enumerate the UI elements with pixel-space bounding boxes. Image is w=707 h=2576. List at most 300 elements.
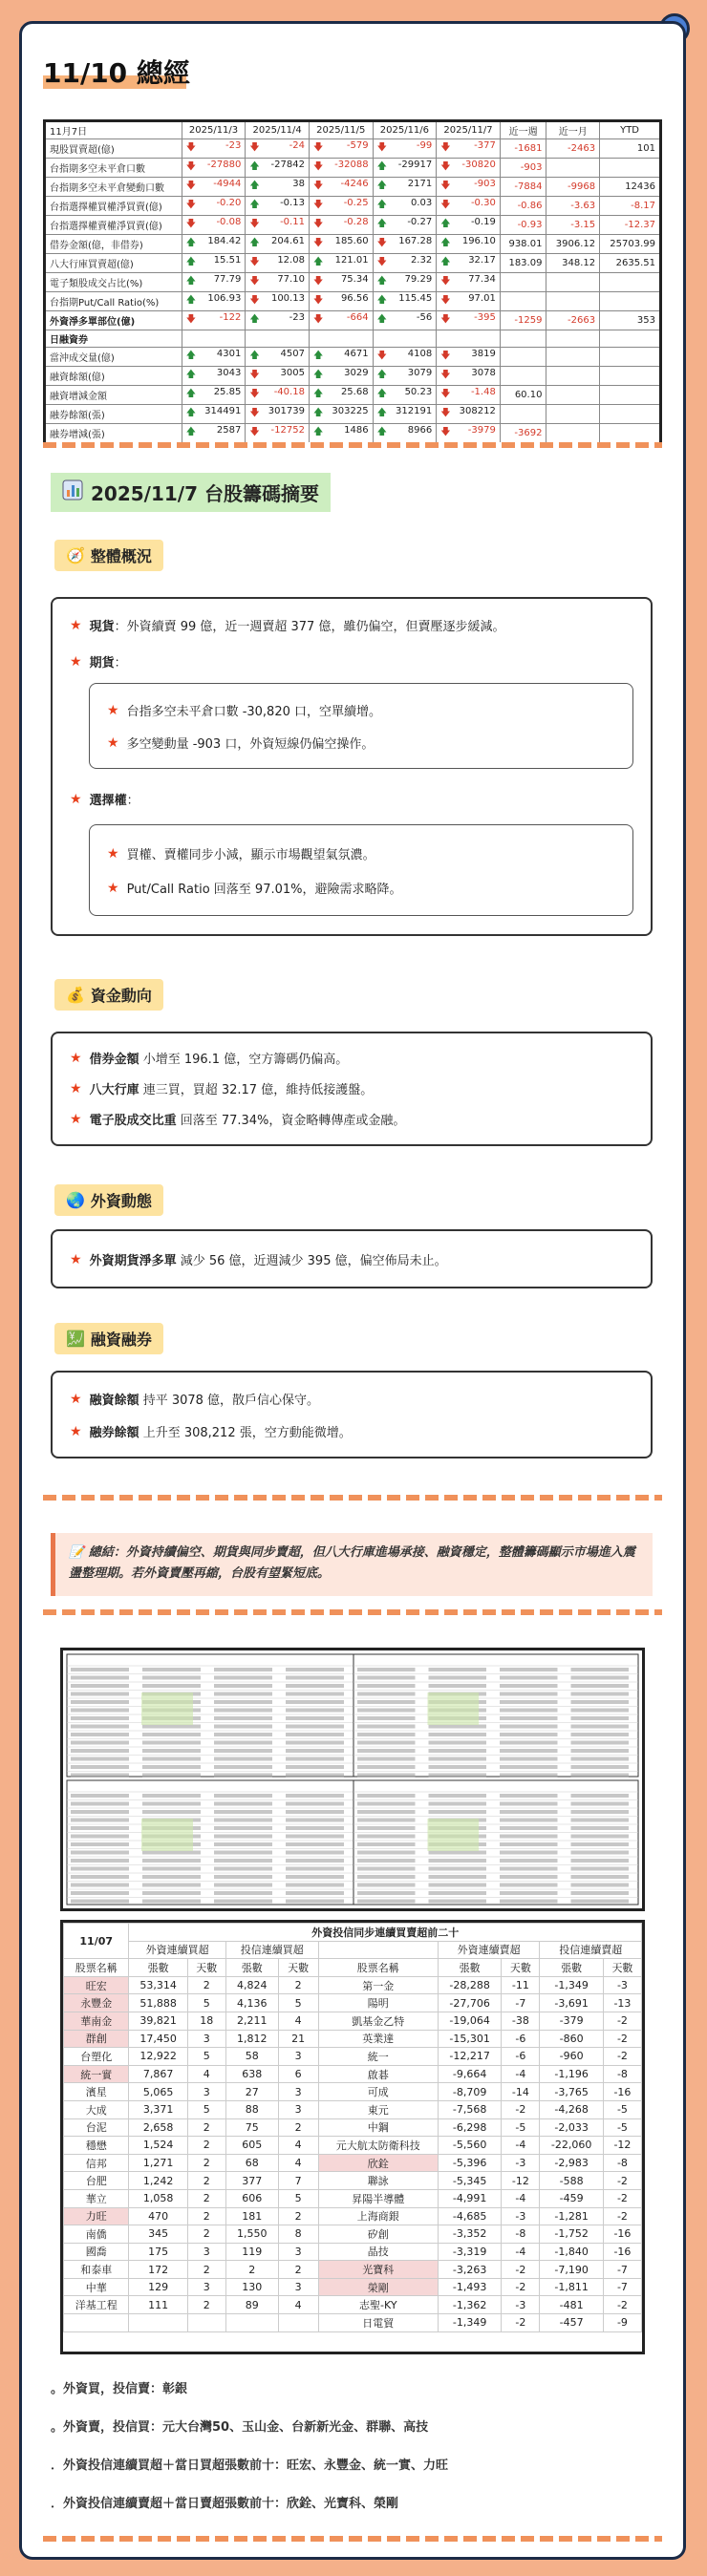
table-row (64, 2083, 642, 2101)
table-row (64, 2261, 642, 2279)
macro-cell: 🡇 77.34 (437, 273, 501, 292)
arrow-up-icon: 🡅 (376, 427, 387, 437)
macro-cell: -8.17 (600, 197, 661, 216)
rank-cell: -8 (502, 2225, 540, 2244)
macro-cell (500, 405, 546, 424)
arrow-down-icon: 🡇 (440, 181, 451, 191)
table-row (64, 2048, 642, 2066)
rank-cell: -3 (603, 1976, 641, 1994)
arrow-down-icon: 🡇 (185, 181, 196, 191)
macro-cell (600, 386, 661, 405)
rank-cell: -19,064 (438, 2012, 501, 2030)
macro-cell: 🡇 75.34 (309, 273, 373, 292)
star-icon: ★ (70, 653, 82, 670)
rank-cell: -16 (603, 2243, 641, 2261)
arrow-down-icon: 🡇 (312, 181, 324, 191)
macro-cell: 🡅 314491 (182, 405, 246, 424)
rank-cell: 4 (278, 2137, 318, 2155)
macro-cell: 3906.12 (546, 235, 600, 254)
arrow-up-icon: 🡅 (185, 427, 196, 437)
macro-cell: 🡇 -0.30 (437, 197, 501, 216)
rank-cell: -6 (502, 2030, 540, 2048)
macro-row-label: 融券餘額(張) (45, 405, 182, 424)
tag-flow: 💰 資金動向 (54, 979, 163, 1011)
macro-cell: 🡇 -30820 (437, 159, 501, 178)
rank-cell: -4,991 (438, 2189, 501, 2207)
arrow-down-icon: 🡇 (312, 314, 324, 325)
macro-cell (600, 424, 661, 444)
arrow-up-icon: 🡅 (185, 370, 196, 380)
rank-cell: 3,371 (129, 2100, 187, 2118)
arrow-up-icon: 🡅 (312, 351, 324, 361)
rank-cell: 7,867 (129, 2065, 187, 2083)
rank-cell: 4 (278, 2154, 318, 2172)
rank-cell: -4 (502, 2189, 540, 2207)
summary-title: 2025/11/7 台股籌碼摘要 (91, 482, 319, 505)
rank-cell: 2 (278, 1976, 318, 1994)
macro-cell (246, 330, 310, 348)
rank-cell: -1,349 (438, 2314, 501, 2332)
arrow-down-icon: 🡇 (249, 295, 260, 306)
compass-icon: 🧭 (66, 546, 85, 564)
macro-cell: 🡅 2587 (182, 424, 246, 444)
rank-cell: 1,242 (129, 2172, 187, 2190)
arrow-down-icon: 🡇 (376, 238, 387, 248)
rank-cell: 旺宏 (64, 1976, 129, 1994)
rank-cell: -16 (603, 2225, 641, 2244)
star-icon: ★ (70, 1111, 82, 1127)
macro-cell: 🡇 -12752 (246, 424, 310, 444)
broker-tables-image (60, 1648, 645, 1911)
arrow-down-icon: 🡇 (312, 161, 324, 172)
globe-icon: 🌏 (66, 1191, 85, 1209)
rank-subheader: 張數 (438, 1959, 501, 1977)
spot-line: ★ 現貨：外資續賣 99 億，近一週賣超 377 億，雖仍偏空，但賣壓逐步緩減。 (70, 617, 505, 634)
table-row (64, 2012, 642, 2030)
rank-cell: -5,396 (438, 2154, 501, 2172)
rank-cell: -1,811 (540, 2278, 603, 2296)
macro-cell: 🡇 -0.20 (182, 197, 246, 216)
macro-cell: 60.10 (500, 386, 546, 405)
macro-cell: 🡇 -3979 (437, 424, 501, 444)
macro-cell (373, 330, 437, 348)
macro-cell (546, 386, 600, 405)
macro-row-label: 借券金額(億，非借券) (45, 235, 182, 254)
macro-table (43, 119, 662, 445)
arrow-down-icon: 🡇 (249, 389, 260, 399)
table-row (64, 2189, 642, 2207)
rank-cell: 2 (187, 2207, 225, 2225)
rank-cell: -12,217 (438, 2048, 501, 2066)
rank-cell (187, 2314, 225, 2332)
arrow-up-icon: 🡅 (249, 161, 260, 172)
rank-table-wrap (60, 1920, 645, 2354)
rank-cell: 53,314 (129, 1976, 187, 1994)
macro-cell: 🡅 50.23 (373, 386, 437, 405)
arrow-down-icon: 🡇 (440, 161, 451, 172)
macro-cell: -1681 (500, 139, 546, 159)
macro-header: 2025/11/6 (373, 121, 437, 139)
rank-cell: -3,691 (540, 1994, 603, 2012)
star-icon: ★ (70, 791, 82, 807)
bar-chart-icon (62, 479, 83, 505)
arrow-down-icon: 🡇 (312, 142, 324, 153)
rank-cell: -457 (540, 2314, 603, 2332)
page-title: 11/10 總經 (43, 57, 190, 89)
macro-cell: 🡅 3043 (182, 367, 246, 386)
macro-cell: 🡇 96.56 (309, 292, 373, 311)
macro-cell (546, 348, 600, 367)
rank-cell: -2 (603, 2012, 641, 2030)
rank-cell: 3 (278, 2048, 318, 2066)
rank-cell: 345 (129, 2225, 187, 2244)
rank-cell: 89 (225, 2296, 278, 2314)
macro-row (45, 216, 661, 235)
rank-cell: 華立 (64, 2189, 129, 2207)
rank-cell: 光寶科 (318, 2261, 438, 2279)
rank-cell: -15,301 (438, 2030, 501, 2048)
macro-row-label: 融券增減(張) (45, 424, 182, 444)
macro-cell: 🡇 -27880 (182, 159, 246, 178)
macro-cell: 🡅 121.01 (309, 254, 373, 273)
macro-cell: 101 (600, 139, 661, 159)
arrow-down-icon: 🡇 (376, 257, 387, 267)
macro-cell: 🡅 -56 (373, 311, 437, 330)
rank-cell: 27 (225, 2083, 278, 2101)
arrow-up-icon: 🡅 (376, 370, 387, 380)
rank-cell: -5 (603, 2118, 641, 2137)
macro-cell: 🡅 15.51 (182, 254, 246, 273)
rank-cell: -6 (502, 2048, 540, 2066)
star-icon: ★ (70, 617, 82, 633)
rank-cell: -16 (603, 2083, 641, 2101)
macro-cell (600, 330, 661, 348)
rank-cell: 2 (225, 2261, 278, 2279)
star-icon: ★ (107, 734, 119, 751)
macro-cell: 🡅 4507 (246, 348, 310, 367)
rank-title-row (64, 1924, 642, 1942)
macro-cell: 🡇 12.08 (246, 254, 310, 273)
rank-cell: 1,812 (225, 2030, 278, 2048)
rank-cell: 3 (278, 2083, 318, 2101)
macro-cell: 🡇 -32088 (309, 159, 373, 178)
rank-table (63, 1923, 642, 2332)
macro-cell: 🡇 -4246 (309, 178, 373, 197)
margin-card: ★ 融資餘額 持平 3078 億，散戶信心保守。 ★ 融券餘額 上升至 308,212 張，空方動能微增。 (51, 1371, 653, 1458)
arrow-down-icon: 🡇 (249, 257, 260, 267)
rank-cell: 2 (187, 2225, 225, 2244)
table-row (64, 2065, 642, 2083)
section-divider (43, 2536, 662, 2542)
macro-row (45, 197, 661, 216)
article-page (19, 21, 686, 2560)
macro-cell: 🡅 79.29 (373, 273, 437, 292)
star-icon: ★ (107, 845, 119, 862)
macro-cell: 938.01 (500, 235, 546, 254)
macro-cell (546, 292, 600, 311)
rank-cell: -2 (502, 2261, 540, 2279)
macro-cell: -3692 (500, 424, 546, 444)
macro-cell: 🡇 3005 (246, 367, 310, 386)
rank-cell: 638 (225, 2065, 278, 2083)
macro-row-label: 八大行庫買賣超(億) (45, 254, 182, 273)
rank-cell: -2 (603, 2189, 641, 2207)
rank-cell: 606 (225, 2189, 278, 2207)
macro-cell: 🡅 -0.13 (246, 197, 310, 216)
rank-cell: -22,060 (540, 2137, 603, 2155)
tag-overview: 🧭 整體概況 (54, 540, 163, 571)
rank-cell: -1,349 (540, 1976, 603, 1994)
star-icon: ★ (107, 702, 119, 718)
macro-cell (500, 348, 546, 367)
macro-cell: 🡅 312191 (373, 405, 437, 424)
rank-cell: -7 (502, 1994, 540, 2012)
rank-cell: 2,658 (129, 2118, 187, 2137)
table-row (64, 2137, 642, 2155)
rank-cell: 4,136 (225, 1994, 278, 2012)
rank-cell: 可成 (318, 2083, 438, 2101)
rank-cell: -2,983 (540, 2154, 603, 2172)
arrow-down-icon: 🡇 (312, 276, 324, 287)
rank-cell: 2 (187, 1976, 225, 1994)
rank-cell: 中鋼 (318, 2118, 438, 2137)
rank-cell: 台肥 (64, 2172, 129, 2190)
macro-cell: 🡅 1486 (309, 424, 373, 444)
rank-cell: 18 (187, 2012, 225, 2030)
macro-cell: 🡅 106.93 (182, 292, 246, 311)
rank-cell: -4,685 (438, 2207, 501, 2225)
macro-cell: 183.09 (500, 254, 546, 273)
macro-row-label: 台指期多空未平倉口數 (45, 159, 182, 178)
rank-cell (225, 2314, 278, 2332)
star-icon: ★ (107, 880, 119, 896)
rank-cell: -8 (603, 2154, 641, 2172)
macro-cell (600, 405, 661, 424)
arrow-up-icon: 🡅 (376, 181, 387, 191)
rank-cell: -27,706 (438, 1994, 501, 2012)
rank-cell: -2 (502, 2278, 540, 2296)
macro-cell: 🡅 184.42 (182, 235, 246, 254)
rank-cell: -5,345 (438, 2172, 501, 2190)
table-row (64, 2314, 642, 2332)
footer-line-4: ．外資投信連續賣超＋當日賣超張數前十：欣銓、光寶科、榮剛 (51, 2497, 399, 2511)
rank-cell: -12 (502, 2172, 540, 2190)
macro-cell: 🡅 196.10 (437, 235, 501, 254)
rank-cell: -2 (603, 2207, 641, 2225)
macro-row-label: 電子類股成交占比(%) (45, 273, 182, 292)
rank-cell: -2,033 (540, 2118, 603, 2137)
rank-cell: -481 (540, 2296, 603, 2314)
macro-cell: 🡇 -0.08 (182, 216, 246, 235)
footer-line-1: 。外資買，投信賣：彰銀 (51, 2382, 188, 2396)
arrow-up-icon: 🡅 (185, 389, 196, 399)
arrow-down-icon: 🡇 (440, 200, 451, 210)
arrow-down-icon: 🡇 (312, 219, 324, 229)
rank-cell: -4,268 (540, 2100, 603, 2118)
arrow-down-icon: 🡇 (249, 142, 260, 153)
rank-cell: -1,752 (540, 2225, 603, 2244)
rank-cell: 晶技 (318, 2243, 438, 2261)
arrow-up-icon: 🡅 (376, 295, 387, 306)
section-divider (43, 1495, 662, 1501)
star-icon: ★ (70, 1050, 82, 1066)
rank-cell: -4 (502, 2065, 540, 2083)
macro-cell: 🡇 -4944 (182, 178, 246, 197)
rank-subheader: 天數 (278, 1959, 318, 1977)
rank-group-header: 外資連續賣超 (438, 1941, 540, 1959)
arrow-down-icon: 🡇 (440, 427, 451, 437)
rank-cell: 力旺 (64, 2207, 129, 2225)
macro-cell: -3.15 (546, 216, 600, 235)
arrow-down-icon: 🡇 (249, 276, 260, 287)
rank-cell: 統一 (318, 2048, 438, 2066)
rank-cell: 日電貿 (318, 2314, 438, 2332)
macro-row (45, 273, 661, 292)
macro-cell: 🡇 185.60 (309, 235, 373, 254)
rank-cell: 6 (278, 2065, 318, 2083)
macro-cell: 🡅 3079 (373, 367, 437, 386)
rank-cell: 12,922 (129, 2048, 187, 2066)
rank-cell: 5 (278, 2189, 318, 2207)
rank-cell: 111 (129, 2296, 187, 2314)
rank-cell: 華南金 (64, 2012, 129, 2030)
rank-cell: -379 (540, 2012, 603, 2030)
rank-cell: 3 (187, 2243, 225, 2261)
rank-subheader: 股票名稱 (64, 1959, 129, 1977)
rank-cell: 聯詠 (318, 2172, 438, 2190)
rank-cell: -459 (540, 2189, 603, 2207)
arrow-down-icon: 🡇 (312, 238, 324, 248)
star-icon: ★ (70, 1251, 82, 1267)
macro-cell: -12.37 (600, 216, 661, 235)
rank-cell: 東元 (318, 2100, 438, 2118)
macro-cell (500, 367, 546, 386)
table-row (64, 2225, 642, 2244)
macro-cell: 🡇 -0.28 (309, 216, 373, 235)
rank-cell: -2 (603, 2172, 641, 2190)
rank-cell: -860 (540, 2030, 603, 2048)
macro-cell (546, 159, 600, 178)
table-row (64, 2118, 642, 2137)
macro-header: 2025/11/7 (437, 121, 501, 139)
options-line: ★ 選擇權： (70, 791, 139, 808)
macro-cell (500, 330, 546, 348)
rank-cell: 英業達 (318, 2030, 438, 2048)
macro-header: 2025/11/4 (246, 121, 310, 139)
macro-row (45, 367, 661, 386)
rank-cell: 榮剛 (318, 2278, 438, 2296)
arrow-up-icon: 🡅 (312, 370, 324, 380)
rank-cell: 3 (278, 2243, 318, 2261)
rank-cell: 永豐金 (64, 1994, 129, 2012)
rank-cell: -2 (502, 2100, 540, 2118)
footer-line-3: ．外資投信連續買超＋當日買超張數前十：旺宏、永豐金、統一實、力旺 (51, 2459, 449, 2473)
rank-cell: 172 (129, 2261, 187, 2279)
rank-cell: 台塑化 (64, 2048, 129, 2066)
macro-cell: 🡅 25.68 (309, 386, 373, 405)
macro-header: 近一週 (500, 121, 546, 139)
macro-cell: 🡇 301739 (246, 405, 310, 424)
macro-row (45, 159, 661, 178)
money-bag-icon: 💰 (66, 986, 85, 1004)
section-divider (43, 442, 662, 448)
macro-cell (600, 159, 661, 178)
arrow-up-icon: 🡅 (185, 408, 196, 418)
macro-row-label: 台指期多空未平倉變動口數 (45, 178, 182, 197)
table-row (64, 2172, 642, 2190)
rank-cell: 2 (278, 2118, 318, 2137)
table-row (64, 2100, 642, 2118)
macro-cell: 🡇 -903 (437, 178, 501, 197)
arrow-down-icon: 🡇 (440, 276, 451, 287)
arrow-up-icon: 🡅 (440, 219, 451, 229)
rank-cell: 4 (278, 2012, 318, 2030)
rank-group-header: 投信連續賣超 (540, 1941, 642, 1959)
arrow-down-icon: 🡇 (249, 370, 260, 380)
rank-cell: -4 (502, 2137, 540, 2155)
rank-cell: -8 (603, 2065, 641, 2083)
macro-cell: -7884 (500, 178, 546, 197)
macro-cell: 🡅 2171 (373, 178, 437, 197)
rank-cell: 3 (187, 2030, 225, 2048)
rank-cell: 88 (225, 2100, 278, 2118)
rank-cell: -38 (502, 2012, 540, 2030)
macro-cell: 🡇 -1.48 (437, 386, 501, 405)
macro-cell (309, 330, 373, 348)
table-row (64, 2207, 642, 2225)
macro-row (45, 424, 661, 444)
rank-cell: -1,362 (438, 2296, 501, 2314)
macro-row (45, 330, 661, 348)
macro-cell: 🡅 -23 (246, 311, 310, 330)
rank-cell: 2 (187, 2172, 225, 2190)
arrow-up-icon: 🡅 (376, 389, 387, 399)
macro-cell: 🡅 115.45 (373, 292, 437, 311)
rank-cell: 矽創 (318, 2225, 438, 2244)
rank-cell: 統一實 (64, 2065, 129, 2083)
macro-cell: -1259 (500, 311, 546, 330)
arrow-up-icon: 🡅 (312, 408, 324, 418)
rank-cell: 1,271 (129, 2154, 187, 2172)
rank-cell: 2 (278, 2207, 318, 2225)
macro-row-label: 日融資券 (45, 330, 182, 348)
macro-cell (600, 273, 661, 292)
rank-cell: 欣銓 (318, 2154, 438, 2172)
rank-cell: 5,065 (129, 2083, 187, 2101)
macro-cell: 🡇 -0.25 (309, 197, 373, 216)
table-row (64, 2296, 642, 2314)
rank-cell: -5 (603, 2100, 641, 2118)
rank-cell: 21 (278, 2030, 318, 2048)
tag-foreign: 🌏 外資動態 (54, 1184, 163, 1216)
rank-cell: 中華 (64, 2278, 129, 2296)
rank-cell: 129 (129, 2278, 187, 2296)
arrow-down-icon: 🡇 (185, 314, 196, 325)
arrow-up-icon: 🡅 (312, 389, 324, 399)
rank-cell: 3 (278, 2100, 318, 2118)
macro-cell: -3.63 (546, 197, 600, 216)
rank-cell: 信邦 (64, 2154, 129, 2172)
rank-cell: 啟碁 (318, 2065, 438, 2083)
macro-row (45, 139, 661, 159)
arrow-up-icon: 🡅 (376, 276, 387, 287)
macro-cell (546, 405, 600, 424)
rank-cell (129, 2314, 187, 2332)
rank-cell: -1,196 (540, 2065, 603, 2083)
macro-cell: 🡇 -579 (309, 139, 373, 159)
macro-cell: -0.86 (500, 197, 546, 216)
options-box: ★ 買權、賣權同步小減，顯示市場觀望氣氛濃。 ★ Put/Call Ratio 回落至 97.01%，避險需求略降。 (89, 824, 633, 916)
